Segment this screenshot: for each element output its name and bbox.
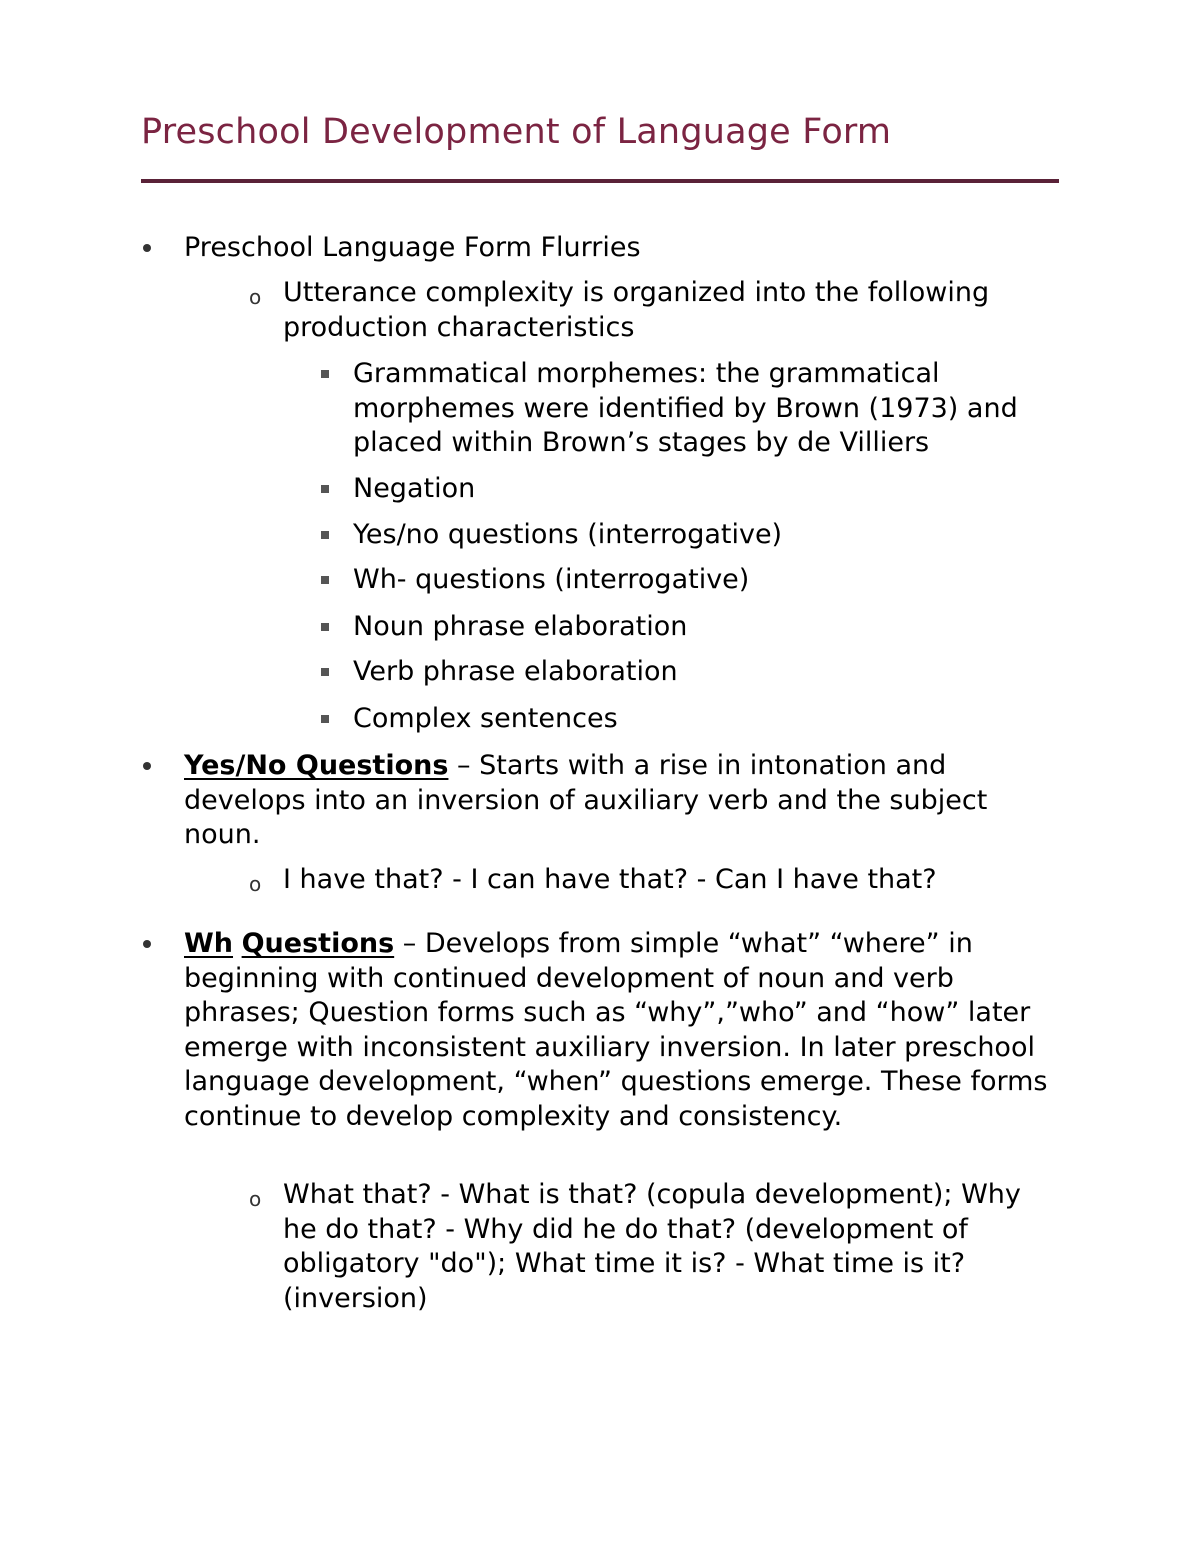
list-item: Grammatical morphemes: the grammatical morphemes were identified by Brown (1973) and placed within Brown’s stages by de Villiers <box>353 358 1018 458</box>
section3-heading-questions: Questions <box>241 928 395 959</box>
section2-text: – Starts with a rise in intonation and develops into an inversion of auxiliary verb and the subject noun. <box>184 750 988 850</box>
section1-sub: Utterance complexity is organized into the following production characteristics <box>283 277 990 343</box>
square-bullet-icon <box>321 715 329 723</box>
list-item: Complex sentences <box>353 703 618 734</box>
list-item: Wh- questions (interrogative) <box>353 564 750 595</box>
hollow-bullet-icon: o <box>249 285 262 309</box>
hollow-bullet-icon: o <box>249 1187 262 1211</box>
list-item: Yes/no questions (interrogative) <box>353 519 783 550</box>
section1-heading: Preschool Language Form Flurries <box>184 232 641 263</box>
section3-text: – Develops from simple “what” “where” in beginning with continued development of noun and verb phrases; Question forms such as “why”,”who” and “how” later emerge with inconsistent auxiliary inversion. In later preschool language development, “when” questions emerge. These forms continue to develop complexity and consistency. <box>184 928 1048 1132</box>
square-bullet-icon <box>321 576 329 584</box>
section2-example: I have that? - I can have that? - Can I have that? <box>283 864 937 895</box>
list-item: Verb phrase elaboration <box>353 656 678 687</box>
square-bullet-icon <box>321 668 329 676</box>
section3-paragraph <box>184 927 1064 1134</box>
hollow-bullet-icon: o <box>249 872 262 896</box>
section2-heading: Yes/No Questions <box>184 750 449 781</box>
square-bullet-icon <box>321 485 329 493</box>
square-bullet-icon <box>321 370 329 378</box>
bullet-icon <box>143 762 151 770</box>
list-item: Noun phrase elaboration <box>353 611 688 642</box>
section3-heading-wh: Wh <box>184 928 234 959</box>
section3-example: What that? - What is that? (copula development); Why he do that? - Why did he do that? (development of obligatory "do"); What time it is? - What time is it? (inversion) <box>283 1179 1021 1314</box>
square-bullet-icon <box>321 531 329 539</box>
list-item: Negation <box>353 473 476 504</box>
bullet-icon <box>143 244 151 252</box>
section2-paragraph <box>184 749 1069 853</box>
bullet-icon <box>143 940 151 948</box>
page-title: Preschool Development of Language Form <box>141 112 892 152</box>
title-divider <box>141 179 1059 183</box>
square-bullet-icon <box>321 623 329 631</box>
